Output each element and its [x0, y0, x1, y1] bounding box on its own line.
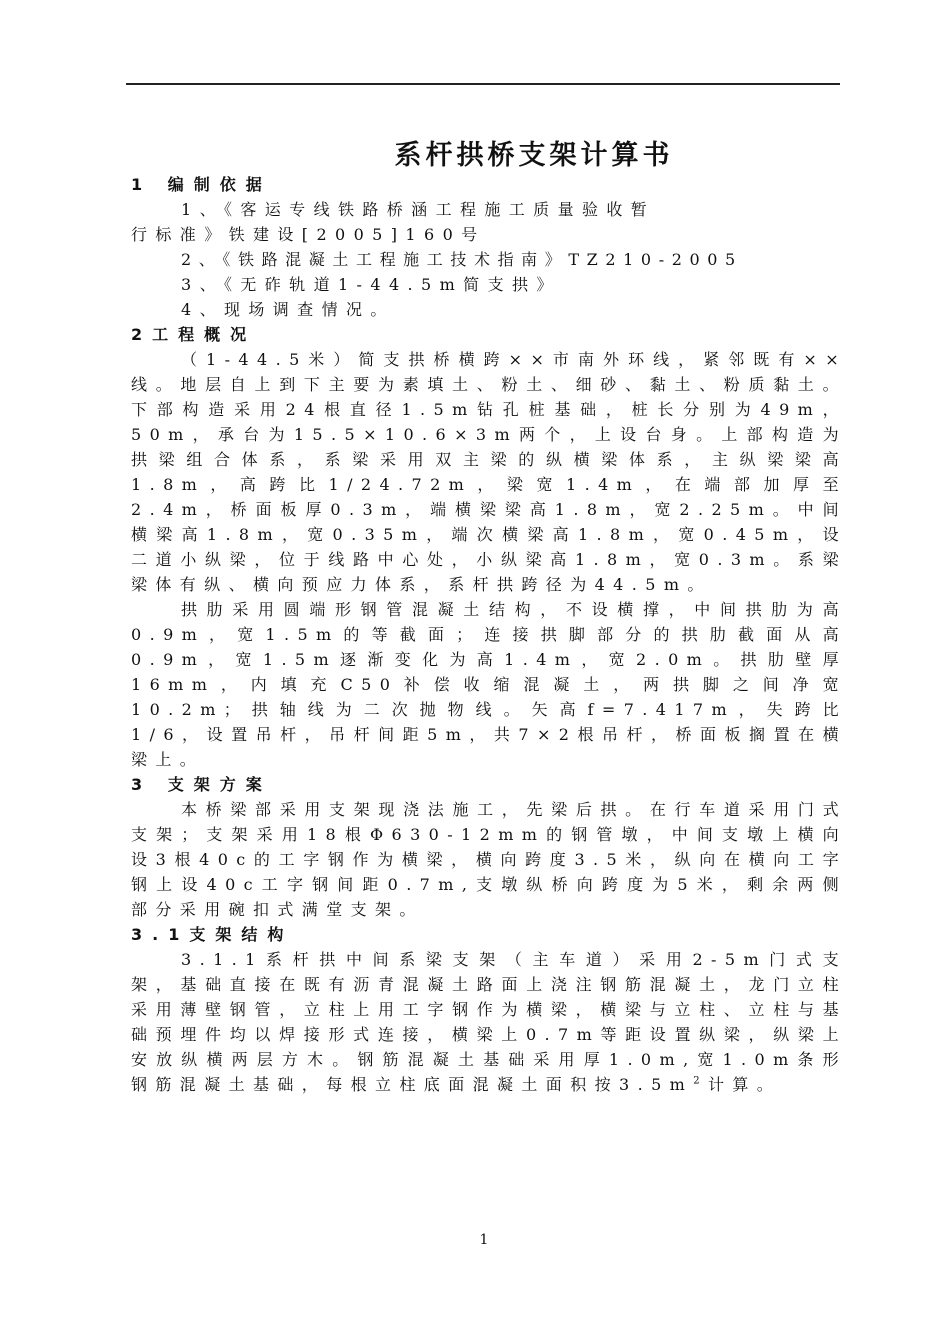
scheme-paragraph: 本桥梁部采用支架现浇法施工，先梁后拱。在行车道采用门式支架；支架采用18根Φ630-12mm的钢管墩，中间支墩上横向设3根40c的工字钢作为横梁，横向跨度3.5米，纵向在横向工字钢上设40c工字钢间距0.7m,支墩纵桥向跨度为5米，剩余两侧部分采用碗扣式满堂支架。: [131, 800, 847, 919]
reference-item-1-cont: 行标准》铁建设[2005]160号: [131, 225, 486, 244]
section-heading-overview: 2工程概况: [131, 325, 257, 344]
document-body: [131, 172, 847, 1097]
section-heading-basis: 1 编制依据: [131, 175, 272, 194]
page-number: 1: [479, 1232, 489, 1248]
structure-paragraph-text: 3.1.1系杆拱中间系梁支架（主车道）采用2-5m门式支架，基础直接在既有沥青混凝土路面上浇注钢筋混凝土，龙门立柱采用薄壁钢管，立柱上用工字钢作为横梁，横梁与立柱、立柱与基础预埋件均以焊接形式连接，横梁上0.7m等距设置纵梁，纵梁上安放纵横两层方木。钢筋混凝土基础采用厚1.0m,宽1.0m条形钢筋混凝土基础，每根立柱底面混凝土面积按3.5m: [131, 950, 847, 1094]
reference-item-1: 1、《客运专线铁路桥涵工程施工质量验收暂: [181, 200, 656, 219]
overview-paragraph-1: （1-44.5米）简支拱桥横跨××市南外环线，紧邻既有××线。地层自上到下主要为素填土、粉土、细砂、黏土、粉质黏土。下部构造采用24根直径1.5m钻孔桩基础，桩长分别为49m，50m，承台为15.5×10.6×3m两个，上设台身。上部构造为拱梁组合体系，系梁采用双主梁的纵横梁体系，主纵梁梁高1.8m，高跨比1/24.72m，梁宽1.4m，在端部加厚至2.4m，桥面板厚0.3m，端横梁梁高1.8m，宽2.25m。中间横梁高1.8m，宽0.35m，端次横梁高1.8m，宽0.45m，设二道小纵梁，位于线路中心处，小纵梁高1.8m，宽0.3m。系梁梁体有纵、横向预应力体系，系杆拱跨径为44.5m。: [131, 350, 847, 594]
document-title: 系杆拱桥支架计算书: [394, 140, 674, 171]
structure-paragraph: [131, 947, 847, 1097]
reference-item-4: 4、现场调查情况。: [181, 300, 395, 319]
reference-item-3: 3、《无砟轨道1-44.5m简支拱》: [181, 275, 561, 294]
area-unit-superscript: 2: [693, 1075, 708, 1087]
section-heading-structure: 3.1支架结构: [131, 925, 294, 944]
header-rule: [126, 83, 840, 85]
structure-paragraph-end: 计算。: [707, 1075, 782, 1094]
section-heading-scheme: 3 支架方案: [131, 775, 272, 794]
reference-item-2: 2、《铁路混凝土工程施工技术指南》TZ210-2005: [181, 250, 743, 269]
overview-paragraph-2: 拱肋采用圆端形钢管混凝土结构，不设横撑，中间拱肋为高0.9m，宽1.5m的等截面；连接拱脚部分的拱肋截面从高0.9m，宽1.5m逐渐变化为高1.4m，宽2.0m。拱肋壁厚16mm，内填充C50补偿收缩混凝土，两拱脚之间净宽10.2m；拱轴线为二次抛物线。矢高f=7.417m，失跨比1/6，设置吊杆，吊杆间距5m，共7×2根吊杆，桥面板搁置在横梁上。: [131, 600, 847, 769]
